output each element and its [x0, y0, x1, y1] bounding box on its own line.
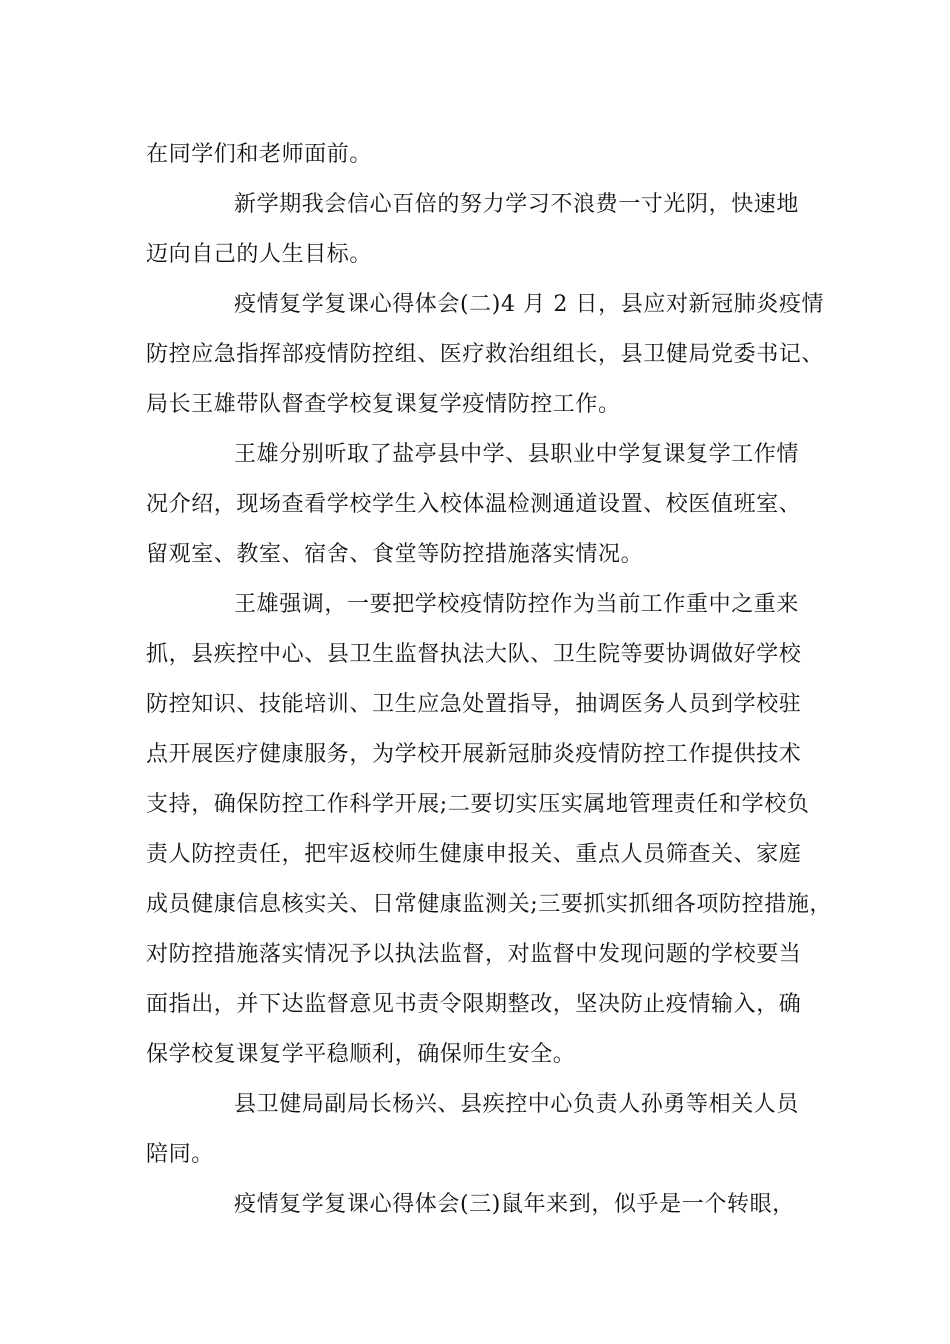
text-line: 防控知识、技能培训、卫生应急处置指导，抽调医务人员到学校驻: [146, 692, 802, 717]
text-line: 支持，确保防控工作科学开展;二要切实压实属地管理责任和学校负: [146, 792, 810, 817]
text-line: 在同学们和老师面前。: [146, 142, 373, 167]
text-line: 点开展医疗健康服务，为学校开展新冠肺炎疫情防控工作提供技术: [146, 742, 802, 767]
text-line: 面指出，并下达监督意见书责令限期整改，坚决防止疫情输入，确: [146, 992, 802, 1017]
text-line: 迈向自己的人生目标。: [146, 242, 373, 267]
paragraph-start-line: 王雄强调，一要把学校疫情防控作为当前工作重中之重来: [234, 592, 800, 617]
text-line: 留观室、教室、宿舍、食堂等防控措施落实情况。: [146, 542, 644, 567]
paragraph-start-line: 疫情复学复课心得体会(二)4 月 2 日，县应对新冠肺炎疫情: [234, 292, 825, 317]
paragraph-start-line: 新学期我会信心百倍的努力学习不浪费一寸光阴，快速地: [234, 192, 800, 217]
text-line: 保学校复课复学平稳顺利，确保师生安全。: [146, 1042, 576, 1067]
text-line: 抓，县疾控中心、县卫生监督执法大队、卫生院等要协调做好学校: [146, 642, 802, 667]
text-line: 责人防控责任，把牢返校师生健康申报关、重点人员筛查关、家庭: [146, 842, 802, 867]
text-line: 成员健康信息核实关、日常健康监测关;三要抓实抓细各项防控措施，: [146, 892, 833, 917]
paragraph-start-line: 王雄分别听取了盐亭县中学、县职业中学复课复学工作情: [234, 442, 800, 467]
paragraph-start-line: 县卫健局副局长杨兴、县疾控中心负责人孙勇等相关人员: [234, 1092, 800, 1117]
text-line: 对防控措施落实情况予以执法监督，对监督中发现问题的学校要当: [146, 942, 802, 967]
text-line: 况介绍，现场查看学校学生入校体温检测通道设置、校医值班室、: [146, 492, 802, 517]
text-line: 陪同。: [146, 1142, 214, 1167]
text-line: 防控应急指挥部疫情防控组、医疗救治组组长，县卫健局党委书记、: [146, 342, 825, 367]
paragraph-start-line: 疫情复学复课心得体会(三)鼠年来到，似乎是一个转眼，: [234, 1192, 795, 1217]
document-body: [146, 130, 833, 1230]
text-line: 局长王雄带队督查学校复课复学疫情防控工作。: [146, 392, 621, 417]
